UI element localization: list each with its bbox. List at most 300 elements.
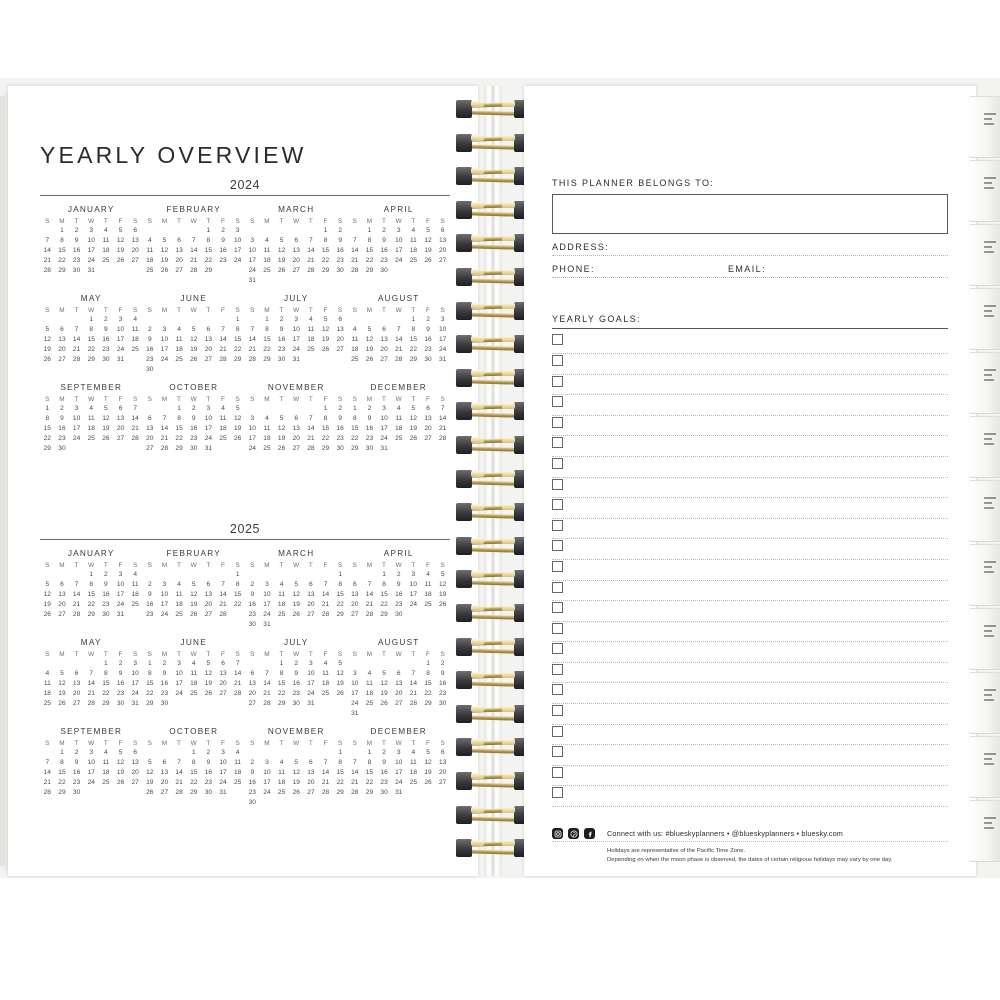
day-cell[interactable]: 24 xyxy=(72,435,81,443)
day-cell[interactable]: 12 xyxy=(424,237,432,245)
day-cell[interactable]: 8 xyxy=(89,326,94,334)
day-cell[interactable]: 28 xyxy=(248,356,256,364)
day-cell[interactable]: 12 xyxy=(336,670,344,678)
day-cell[interactable]: 19 xyxy=(292,601,300,609)
day-cell[interactable]: 8 xyxy=(265,326,269,334)
goal-row[interactable] xyxy=(552,601,948,622)
day-cell[interactable]: 16 xyxy=(102,591,110,599)
day-cell[interactable]: 28 xyxy=(395,356,403,364)
day-cell[interactable]: 17 xyxy=(248,435,256,443)
day-cell[interactable]: 4 xyxy=(367,670,372,678)
day-cell[interactable]: 1 xyxy=(367,748,372,756)
day-cell[interactable]: 15 xyxy=(321,425,330,433)
day-cell[interactable]: 28 xyxy=(365,611,374,619)
day-cell[interactable]: 2 xyxy=(250,581,255,589)
day-cell[interactable]: 7 xyxy=(221,581,225,589)
day-cell[interactable]: 22 xyxy=(365,257,374,265)
day-cell[interactable]: 30 xyxy=(204,789,213,797)
day-cell[interactable]: 4 xyxy=(279,759,284,767)
day-cell[interactable]: 8 xyxy=(426,670,430,678)
day-cell[interactable]: 29 xyxy=(102,700,110,708)
day-cell[interactable]: 10 xyxy=(116,326,125,334)
day-cell[interactable]: 20 xyxy=(219,680,227,688)
day-cell[interactable]: 11 xyxy=(43,680,51,688)
day-cell[interactable]: 6 xyxy=(60,326,64,334)
day-cell[interactable]: 21 xyxy=(43,779,51,787)
day-cell[interactable]: 14 xyxy=(190,247,198,255)
day-cell[interactable]: 14 xyxy=(87,680,95,688)
day-cell[interactable]: 20 xyxy=(439,769,447,777)
day-cell[interactable]: 29 xyxy=(87,356,95,364)
day-cell[interactable]: 28 xyxy=(263,700,271,708)
day-cell[interactable]: 3 xyxy=(89,748,94,756)
goal-checkbox[interactable] xyxy=(552,684,563,695)
day-cell[interactable]: 4 xyxy=(221,404,225,412)
day-cell[interactable]: 15 xyxy=(351,425,359,433)
day-cell[interactable]: 24 xyxy=(116,601,125,609)
goal-checkbox[interactable] xyxy=(552,437,563,448)
day-cell[interactable]: 23 xyxy=(160,690,169,698)
day-cell[interactable]: 5 xyxy=(426,227,430,234)
goal-checkbox[interactable] xyxy=(552,561,563,572)
day-cell[interactable]: 24 xyxy=(160,611,169,619)
day-cell[interactable]: 26 xyxy=(365,356,374,364)
day-cell[interactable]: 30 xyxy=(365,445,374,453)
day-cell[interactable]: 14 xyxy=(72,591,81,599)
day-cell[interactable]: 13 xyxy=(248,680,256,688)
day-cell[interactable]: 18 xyxy=(424,591,432,599)
day-cell[interactable]: 8 xyxy=(191,759,196,767)
day-cell[interactable]: 26 xyxy=(58,700,66,708)
edge-tab[interactable] xyxy=(968,544,1000,606)
day-cell[interactable]: 16 xyxy=(248,601,256,609)
day-cell[interactable]: 28 xyxy=(409,700,418,708)
day-cell[interactable]: 24 xyxy=(263,611,271,619)
day-cell[interactable]: 11 xyxy=(175,591,183,599)
day-cell[interactable]: 10 xyxy=(263,769,271,777)
day-cell[interactable]: 14 xyxy=(395,336,403,344)
instagram-icon[interactable] xyxy=(552,828,563,839)
day-cell[interactable]: 29 xyxy=(146,700,154,708)
day-cell[interactable]: 8 xyxy=(323,415,328,423)
day-cell[interactable]: 13 xyxy=(307,591,315,599)
day-cell[interactable]: 3 xyxy=(221,748,225,756)
day-cell[interactable]: 13 xyxy=(131,759,139,767)
day-cell[interactable]: 2 xyxy=(294,659,299,667)
day-cell[interactable]: 8 xyxy=(235,326,240,334)
day-cell[interactable]: 5 xyxy=(294,759,299,767)
day-cell[interactable]: 31 xyxy=(204,445,213,453)
day-cell[interactable]: 30 xyxy=(277,356,286,364)
day-cell[interactable]: 7 xyxy=(191,237,196,245)
day-cell[interactable]: 24 xyxy=(439,346,447,354)
day-cell[interactable]: 3 xyxy=(133,659,137,667)
day-cell[interactable]: 11 xyxy=(351,336,359,344)
day-cell[interactable]: 3 xyxy=(294,315,299,323)
day-cell[interactable]: 3 xyxy=(396,227,401,234)
day-cell[interactable]: 17 xyxy=(380,425,388,433)
day-cell[interactable]: 15 xyxy=(87,336,95,344)
day-cell[interactable]: 9 xyxy=(294,670,299,678)
day-cell[interactable]: 17 xyxy=(292,336,300,344)
day-cell[interactable]: 9 xyxy=(206,759,211,767)
day-cell[interactable]: 23 xyxy=(102,346,110,354)
day-cell[interactable]: 7 xyxy=(411,670,416,678)
day-cell[interactable]: 5 xyxy=(45,581,50,589)
day-cell[interactable]: 3 xyxy=(235,227,240,234)
day-cell[interactable]: 23 xyxy=(365,435,374,443)
day-cell[interactable]: 6 xyxy=(352,581,357,589)
day-cell[interactable]: 1 xyxy=(89,315,94,323)
day-cell[interactable]: 25 xyxy=(263,267,271,275)
day-cell[interactable]: 3 xyxy=(440,315,445,323)
day-cell[interactable]: 14 xyxy=(365,591,374,599)
day-cell[interactable]: 6 xyxy=(309,581,313,589)
day-cell[interactable]: 14 xyxy=(234,670,242,678)
edge-tab[interactable] xyxy=(968,288,1000,350)
day-cell[interactable]: 15 xyxy=(321,247,330,255)
day-cell[interactable]: 29 xyxy=(263,356,271,364)
day-cell[interactable]: 21 xyxy=(131,425,139,433)
day-cell[interactable]: 7 xyxy=(133,404,137,412)
day-cell[interactable]: 4 xyxy=(411,748,416,756)
day-cell[interactable]: 11 xyxy=(409,759,417,767)
day-cell[interactable]: 17 xyxy=(204,425,213,433)
day-cell[interactable]: 25 xyxy=(321,690,330,698)
day-cell[interactable]: 13 xyxy=(58,591,66,599)
day-cell[interactable]: 5 xyxy=(426,748,430,756)
day-cell[interactable]: 11 xyxy=(190,670,198,678)
day-cell[interactable]: 27 xyxy=(292,267,300,275)
day-cell[interactable]: 3 xyxy=(265,581,269,589)
day-cell[interactable]: 17 xyxy=(409,591,418,599)
day-cell[interactable]: 28 xyxy=(351,267,359,275)
day-cell[interactable]: 2 xyxy=(206,748,211,756)
day-cell[interactable]: 10 xyxy=(175,670,183,678)
day-cell[interactable]: 18 xyxy=(277,601,286,609)
day-cell[interactable]: 24 xyxy=(160,356,169,364)
day-cell[interactable]: 6 xyxy=(177,237,181,245)
day-cell[interactable]: 1 xyxy=(279,659,284,667)
day-cell[interactable]: 14 xyxy=(307,247,315,255)
day-cell[interactable]: 23 xyxy=(190,435,198,443)
day-cell[interactable]: 2 xyxy=(440,659,445,667)
day-cell[interactable]: 16 xyxy=(204,769,213,777)
day-cell[interactable]: 29 xyxy=(321,267,330,275)
day-cell[interactable]: 25 xyxy=(234,779,242,787)
day-cell[interactable]: 27 xyxy=(160,789,169,797)
day-cell[interactable]: 15 xyxy=(336,591,344,599)
day-cell[interactable]: 19 xyxy=(190,601,198,609)
day-cell[interactable]: 21 xyxy=(87,690,95,698)
day-cell[interactable]: 18 xyxy=(263,257,271,265)
goal-row[interactable] xyxy=(552,354,948,375)
day-cell[interactable]: 24 xyxy=(175,690,183,698)
day-cell[interactable]: 23 xyxy=(102,601,110,609)
goal-row[interactable] xyxy=(552,663,948,684)
day-cell[interactable]: 1 xyxy=(60,227,64,234)
day-cell[interactable]: 20 xyxy=(131,247,139,255)
day-cell[interactable]: 26 xyxy=(439,601,447,609)
day-cell[interactable]: 10 xyxy=(116,581,125,589)
day-cell[interactable]: 8 xyxy=(367,759,372,767)
facebook-icon[interactable] xyxy=(584,828,595,839)
day-cell[interactable]: 3 xyxy=(118,571,123,578)
day-cell[interactable]: 2 xyxy=(426,315,430,323)
day-cell[interactable]: 23 xyxy=(424,346,432,354)
day-cell[interactable]: 20 xyxy=(248,690,256,698)
day-cell[interactable]: 14 xyxy=(409,680,418,688)
goal-row[interactable] xyxy=(552,395,948,416)
day-cell[interactable]: 24 xyxy=(395,257,403,265)
day-cell[interactable]: 30 xyxy=(424,356,432,364)
day-cell[interactable]: 18 xyxy=(219,425,227,433)
day-cell[interactable]: 7 xyxy=(177,759,181,767)
day-cell[interactable]: 10 xyxy=(234,237,242,245)
day-cell[interactable]: 22 xyxy=(87,601,95,609)
day-cell[interactable]: 12 xyxy=(102,415,110,423)
goal-row[interactable] xyxy=(552,683,948,704)
goal-row[interactable] xyxy=(552,416,948,437)
day-cell[interactable]: 18 xyxy=(102,769,110,777)
day-cell[interactable]: 4 xyxy=(309,315,313,323)
day-cell[interactable]: 17 xyxy=(248,257,256,265)
day-cell[interactable]: 31 xyxy=(351,710,359,718)
day-cell[interactable]: 3 xyxy=(352,670,357,678)
day-cell[interactable]: 13 xyxy=(424,415,432,423)
day-cell[interactable]: 26 xyxy=(102,435,110,443)
day-cell[interactable]: 25 xyxy=(87,435,95,443)
day-cell[interactable]: 9 xyxy=(162,670,167,678)
day-cell[interactable]: 21 xyxy=(321,779,330,787)
day-cell[interactable]: 20 xyxy=(292,435,300,443)
goal-writing-line[interactable] xyxy=(552,806,948,807)
day-cell[interactable]: 30 xyxy=(190,445,198,453)
day-cell[interactable]: 29 xyxy=(409,356,418,364)
goal-row[interactable] xyxy=(552,560,948,581)
day-cell[interactable]: 17 xyxy=(263,779,271,787)
day-cell[interactable]: 11 xyxy=(131,326,139,334)
day-cell[interactable]: 12 xyxy=(234,415,242,423)
day-cell[interactable]: 1 xyxy=(60,748,64,756)
day-cell[interactable]: 12 xyxy=(292,591,300,599)
day-cell[interactable]: 17 xyxy=(175,680,183,688)
day-cell[interactable]: 1 xyxy=(426,659,430,667)
edge-tab[interactable] xyxy=(968,224,1000,286)
goal-row[interactable] xyxy=(552,457,948,478)
day-cell[interactable]: 7 xyxy=(352,237,357,245)
day-cell[interactable]: 22 xyxy=(424,690,432,698)
day-cell[interactable]: 5 xyxy=(206,659,211,667)
day-cell[interactable]: 6 xyxy=(60,581,64,589)
day-cell[interactable]: 22 xyxy=(234,601,242,609)
day-cell[interactable]: 8 xyxy=(352,415,357,423)
day-cell[interactable]: 18 xyxy=(131,591,139,599)
goal-row[interactable] xyxy=(552,766,948,787)
day-cell[interactable]: 23 xyxy=(146,356,154,364)
goal-row[interactable] xyxy=(552,725,948,746)
day-cell[interactable]: 23 xyxy=(395,601,403,609)
day-cell[interactable]: 20 xyxy=(204,346,213,354)
day-cell[interactable]: 7 xyxy=(162,415,167,423)
address-input[interactable] xyxy=(552,255,948,256)
day-cell[interactable]: 23 xyxy=(277,346,286,354)
day-cell[interactable]: 30 xyxy=(248,621,256,629)
day-cell[interactable]: 21 xyxy=(219,346,227,354)
goal-checkbox[interactable] xyxy=(552,355,563,366)
day-cell[interactable]: 18 xyxy=(102,247,110,255)
day-cell[interactable]: 9 xyxy=(338,415,342,423)
day-cell[interactable]: 26 xyxy=(277,445,286,453)
day-cell[interactable]: 15 xyxy=(175,425,183,433)
day-cell[interactable]: 10 xyxy=(351,680,359,688)
day-cell[interactable]: 11 xyxy=(263,247,271,255)
day-cell[interactable]: 25 xyxy=(219,435,227,443)
day-cell[interactable]: 13 xyxy=(146,425,154,433)
goal-checkbox[interactable] xyxy=(552,582,563,593)
day-cell[interactable]: 22 xyxy=(102,690,110,698)
goal-checkbox[interactable] xyxy=(552,643,563,654)
day-cell[interactable]: 11 xyxy=(263,425,271,433)
day-cell[interactable]: 23 xyxy=(336,435,344,443)
day-cell[interactable]: 7 xyxy=(352,759,357,767)
day-cell[interactable]: 12 xyxy=(277,247,286,255)
day-cell[interactable]: 16 xyxy=(248,779,256,787)
day-cell[interactable]: 15 xyxy=(380,591,388,599)
day-cell[interactable]: 4 xyxy=(265,237,269,245)
day-cell[interactable]: 7 xyxy=(74,581,79,589)
day-cell[interactable]: 24 xyxy=(131,690,139,698)
day-cell[interactable]: 12 xyxy=(365,336,374,344)
day-cell[interactable]: 28 xyxy=(321,611,330,619)
day-cell[interactable]: 24 xyxy=(248,267,256,275)
day-cell[interactable]: 15 xyxy=(43,425,51,433)
day-cell[interactable]: 23 xyxy=(248,611,256,619)
day-cell[interactable]: 17 xyxy=(307,680,315,688)
day-cell[interactable]: 1 xyxy=(382,571,386,578)
day-cell[interactable]: 4 xyxy=(177,581,181,589)
day-cell[interactable]: 6 xyxy=(309,759,313,767)
day-cell[interactable]: 28 xyxy=(219,611,227,619)
day-cell[interactable]: 7 xyxy=(250,326,255,334)
day-cell[interactable]: 26 xyxy=(277,267,286,275)
day-cell[interactable]: 15 xyxy=(204,247,213,255)
day-cell[interactable]: 31 xyxy=(263,621,271,629)
day-cell[interactable]: 16 xyxy=(336,425,344,433)
day-cell[interactable]: 21 xyxy=(439,425,447,433)
edge-tab[interactable] xyxy=(968,352,1000,414)
day-cell[interactable]: 30 xyxy=(146,366,154,374)
day-cell[interactable]: 22 xyxy=(58,257,66,265)
day-cell[interactable]: 2 xyxy=(221,227,225,234)
day-cell[interactable]: 2 xyxy=(338,227,342,234)
day-cell[interactable]: 3 xyxy=(162,326,167,334)
day-cell[interactable]: 24 xyxy=(87,257,95,265)
day-cell[interactable]: 6 xyxy=(118,404,123,412)
day-cell[interactable]: 3 xyxy=(250,415,255,423)
day-cell[interactable]: 26 xyxy=(204,690,213,698)
day-cell[interactable]: 21 xyxy=(307,257,315,265)
day-cell[interactable]: 10 xyxy=(248,247,256,255)
day-cell[interactable]: 6 xyxy=(74,670,79,678)
day-cell[interactable]: 4 xyxy=(411,227,416,234)
day-cell[interactable]: 12 xyxy=(204,670,213,678)
day-cell[interactable]: 7 xyxy=(74,326,79,334)
day-cell[interactable]: 15 xyxy=(365,769,374,777)
day-cell[interactable]: 10 xyxy=(292,326,300,334)
day-cell[interactable]: 9 xyxy=(250,591,255,599)
day-cell[interactable]: 6 xyxy=(382,326,386,334)
day-cell[interactable]: 13 xyxy=(175,247,183,255)
goal-row[interactable] xyxy=(552,436,948,457)
day-cell[interactable]: 9 xyxy=(426,326,430,334)
day-cell[interactable]: 3 xyxy=(411,571,416,578)
edge-tab[interactable] xyxy=(968,672,1000,734)
day-cell[interactable]: 28 xyxy=(321,789,330,797)
day-cell[interactable]: 16 xyxy=(277,336,286,344)
day-cell[interactable]: 2 xyxy=(191,404,196,412)
day-cell[interactable]: 29 xyxy=(87,611,95,619)
day-cell[interactable]: 30 xyxy=(102,611,110,619)
day-cell[interactable]: 15 xyxy=(102,680,110,688)
day-cell[interactable]: 16 xyxy=(395,591,403,599)
day-cell[interactable]: 20 xyxy=(58,601,66,609)
day-cell[interactable]: 11 xyxy=(409,237,417,245)
day-cell[interactable]: 29 xyxy=(424,700,432,708)
day-cell[interactable]: 5 xyxy=(118,227,123,234)
day-cell[interactable]: 17 xyxy=(72,425,81,433)
day-cell[interactable]: 6 xyxy=(294,237,299,245)
day-cell[interactable]: 11 xyxy=(146,247,154,255)
day-cell[interactable]: 5 xyxy=(279,415,284,423)
day-cell[interactable]: 13 xyxy=(292,247,300,255)
day-cell[interactable]: 1 xyxy=(89,571,94,578)
day-cell[interactable]: 28 xyxy=(351,789,359,797)
day-cell[interactable]: 6 xyxy=(294,415,299,423)
day-cell[interactable]: 31 xyxy=(116,611,125,619)
day-cell[interactable]: 8 xyxy=(60,237,64,245)
day-cell[interactable]: 16 xyxy=(424,336,432,344)
day-cell[interactable]: 13 xyxy=(116,415,125,423)
day-cell[interactable]: 25 xyxy=(175,356,183,364)
day-cell[interactable]: 29 xyxy=(277,700,286,708)
day-cell[interactable]: 19 xyxy=(365,346,374,354)
day-cell[interactable]: 7 xyxy=(309,237,313,245)
day-cell[interactable]: 17 xyxy=(395,769,403,777)
day-cell[interactable]: 2 xyxy=(74,227,79,234)
day-cell[interactable]: 12 xyxy=(409,415,418,423)
day-cell[interactable]: 17 xyxy=(160,601,169,609)
day-cell[interactable]: 24 xyxy=(219,779,227,787)
goal-row[interactable] xyxy=(552,704,948,725)
day-cell[interactable]: 17 xyxy=(395,247,403,255)
day-cell[interactable]: 24 xyxy=(263,789,271,797)
day-cell[interactable]: 1 xyxy=(45,404,50,412)
day-cell[interactable]: 9 xyxy=(74,237,79,245)
day-cell[interactable]: 21 xyxy=(351,779,359,787)
day-cell[interactable]: 18 xyxy=(131,336,139,344)
day-cell[interactable]: 20 xyxy=(292,257,300,265)
goal-row[interactable] xyxy=(552,581,948,602)
day-cell[interactable]: 30 xyxy=(248,799,256,807)
day-cell[interactable]: 20 xyxy=(204,601,213,609)
day-cell[interactable]: 28 xyxy=(160,445,169,453)
day-cell[interactable]: 12 xyxy=(277,425,286,433)
day-cell[interactable]: 28 xyxy=(439,435,447,443)
day-cell[interactable]: 13 xyxy=(439,237,447,245)
day-cell[interactable]: 2 xyxy=(382,227,386,234)
day-cell[interactable]: 19 xyxy=(43,601,51,609)
